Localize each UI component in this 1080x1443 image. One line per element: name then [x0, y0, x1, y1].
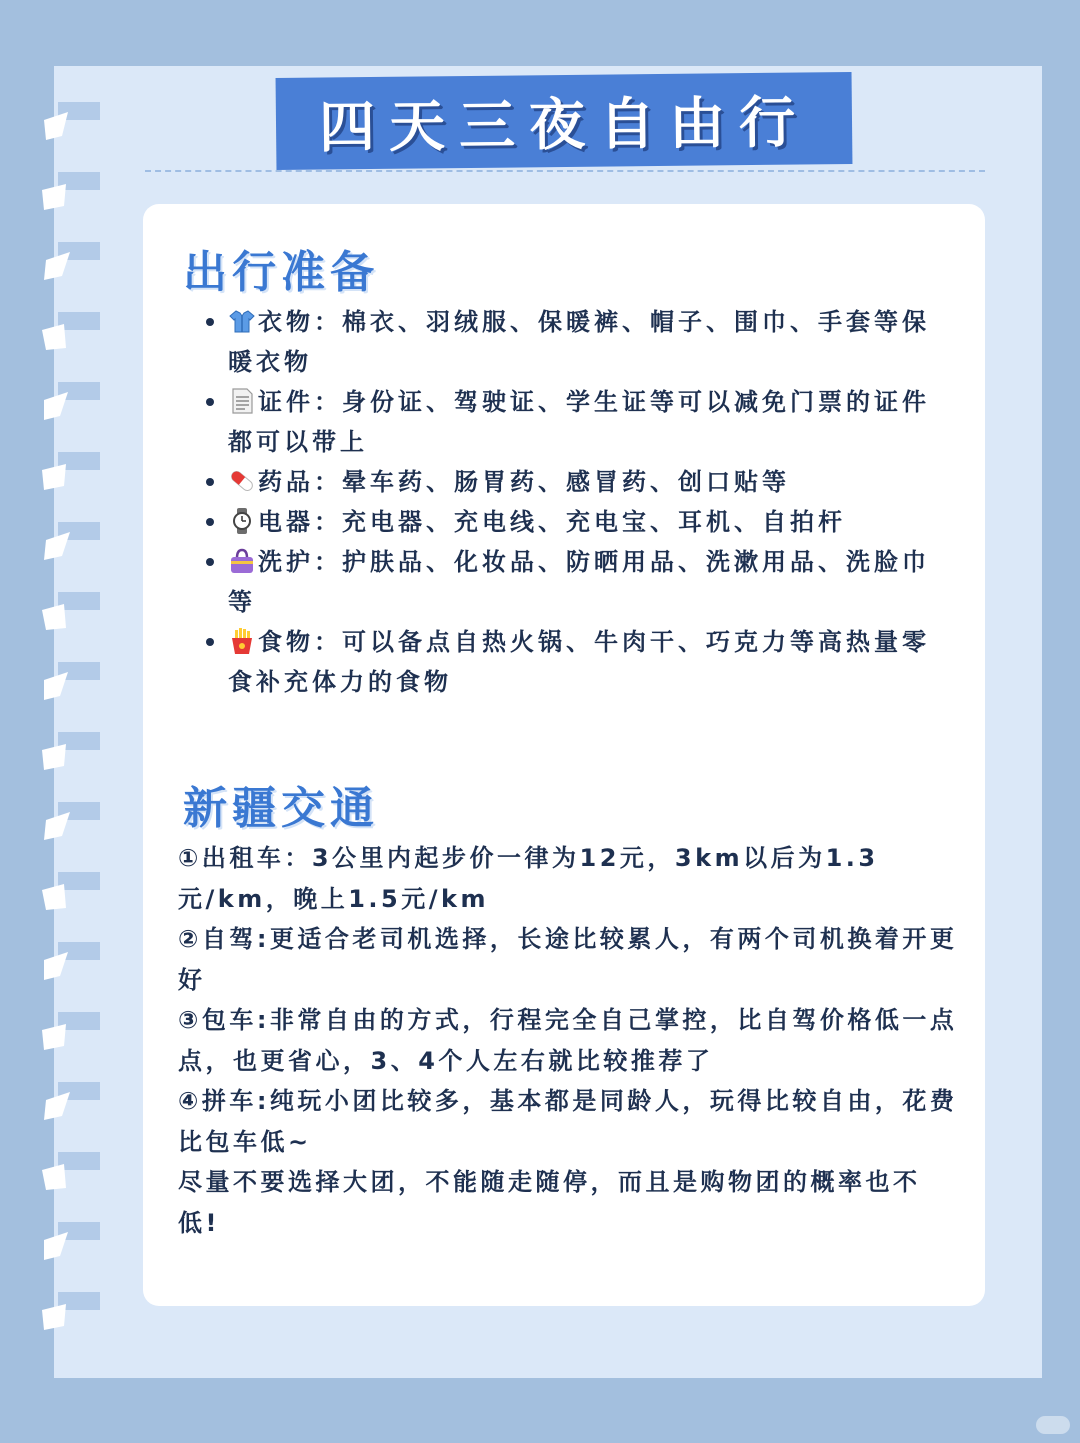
- list-item: [200, 542, 956, 622]
- clothes-icon: [228, 307, 256, 335]
- list-item: [200, 302, 956, 382]
- top-divider: [145, 170, 985, 172]
- title-banner: [276, 72, 853, 170]
- traffic-paragraph: ②自驾:更适合老司机选择，长途比较累人，有两个司机换着开更好: [178, 925, 958, 994]
- torn-paper-edge: [40, 80, 110, 1370]
- prep-list: [200, 302, 956, 702]
- pill-icon: [228, 467, 256, 495]
- document-icon: [228, 387, 256, 415]
- fries-icon: [228, 627, 256, 655]
- watch-icon: [228, 507, 256, 535]
- item-text: 衣物：棉衣、羽绒服、保暖裤、帽子、围巾、手套等保暖衣物: [228, 308, 930, 376]
- watermark: [1036, 1416, 1070, 1434]
- traffic-paragraph: ①出租车：3公里内起步价一律为12元，3km以后为1.3元/km，晚上1.5元/km: [178, 844, 879, 913]
- list-item: [200, 502, 956, 542]
- list-item: [200, 382, 956, 462]
- item-text: 食物：可以备点自热火锅、牛肉干、巧克力等高热量零食补充体力的食物: [228, 628, 930, 696]
- item-text: 药品：晕车药、肠胃药、感冒药、创口贴等: [258, 468, 790, 496]
- traffic-paragraph: 尽量不要选择大团，不能随走随停，而且是购物团的概率也不低!: [178, 1168, 921, 1237]
- section-title-prep: 出行准备: [183, 247, 379, 298]
- traffic-paragraph: ④拼车:纯玩小团比较多，基本都是同龄人，玩得比较自由，花费比包车低~: [178, 1087, 958, 1156]
- section-title-traffic: 新疆交通: [183, 783, 379, 834]
- item-text: 电器：充电器、充电线、充电宝、耳机、自拍杆: [258, 508, 846, 536]
- item-text: 洗护：护肤品、化妆品、防晒用品、洗漱用品、洗脸巾等: [228, 548, 930, 616]
- page-title: 四天三夜自由行: [318, 90, 810, 161]
- item-text: 证件：身份证、驾驶证、学生证等可以减免门票的证件都可以带上: [228, 388, 930, 456]
- list-item: [200, 622, 956, 702]
- traffic-paragraph: ③包车:非常自由的方式，行程完全自己掌控，比自驾价格低一点点，也更省心，3、4个人左右就比较推荐了: [178, 1006, 958, 1075]
- list-item: [200, 462, 956, 502]
- handbag-icon: [228, 547, 256, 575]
- traffic-content: [178, 838, 958, 1243]
